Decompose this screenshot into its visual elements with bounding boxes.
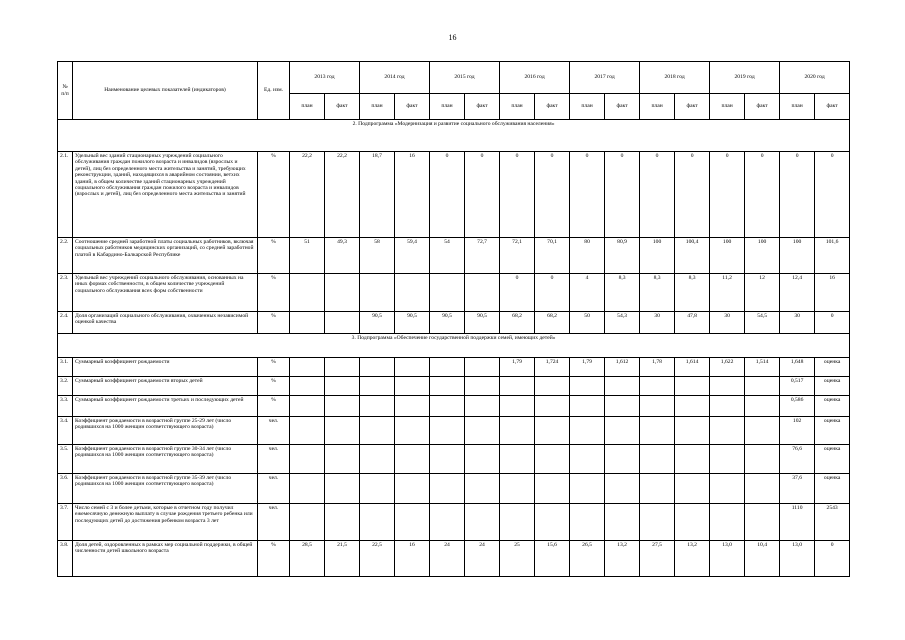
row-number: 3.6.	[58, 474, 73, 504]
value-cell	[675, 417, 710, 445]
value-cell	[605, 396, 640, 417]
value-cell	[465, 358, 500, 377]
table-row	[58, 152, 850, 238]
value-cell	[395, 377, 430, 396]
value-cell	[360, 377, 395, 396]
header-year: 2020 год	[780, 62, 850, 94]
value-cell: 22,2	[325, 152, 360, 238]
value-cell	[465, 504, 500, 541]
row-number: 2.2.	[58, 238, 73, 274]
value-cell: 24	[465, 541, 500, 577]
value-cell: 0	[815, 152, 850, 238]
value-cell: 102	[780, 417, 815, 445]
row-number: 2.1.	[58, 152, 73, 238]
value-cell: 24	[430, 541, 465, 577]
value-cell	[395, 417, 430, 445]
value-cell	[360, 504, 395, 541]
value-cell: 90,5	[465, 312, 500, 334]
value-cell: 100	[780, 238, 815, 274]
value-cell	[325, 474, 360, 504]
value-cell: 80,9	[605, 238, 640, 274]
value-cell: 90,5	[395, 312, 430, 334]
value-cell: 0	[745, 152, 780, 238]
value-cell	[745, 396, 780, 417]
indicator-name: Коэффициент рождаемости в возрастной группе 25-29 лет (число родившихся на 1000 женщин соответствующего возраста)	[73, 417, 258, 445]
indicator-name: Число семей с 3 и более детьми, которые в отчетном году получил ежемесячную денежную выплату в случае рождения третьего ребенка или последующих детей до достижения ребенком возраста 3 лет	[73, 504, 258, 541]
indicators-table	[57, 61, 850, 577]
unit-cell: чел.	[258, 504, 290, 541]
value-cell: 26,5	[570, 541, 605, 577]
value-cell: оценка	[815, 417, 850, 445]
header-fact: факт	[745, 94, 780, 120]
value-cell: 0	[605, 152, 640, 238]
value-cell: 13,0	[710, 541, 745, 577]
table-row	[58, 504, 850, 541]
row-number: 2.3.	[58, 274, 73, 312]
section-row	[58, 334, 850, 358]
value-cell	[430, 377, 465, 396]
value-cell: 1,78	[640, 358, 675, 377]
value-cell	[325, 396, 360, 417]
value-cell	[570, 504, 605, 541]
row-number: 3.5.	[58, 445, 73, 474]
table-row	[58, 377, 850, 396]
value-cell	[325, 504, 360, 541]
value-cell	[465, 417, 500, 445]
value-cell: оценка	[815, 358, 850, 377]
value-cell	[430, 396, 465, 417]
value-cell: 12	[745, 274, 780, 312]
value-cell	[395, 445, 430, 474]
value-cell: 0	[780, 152, 815, 238]
value-cell	[640, 377, 675, 396]
unit-cell: %	[258, 312, 290, 334]
value-cell	[430, 445, 465, 474]
table-row	[58, 541, 850, 577]
value-cell	[640, 474, 675, 504]
value-cell	[570, 377, 605, 396]
header-plan: план	[430, 94, 465, 120]
value-cell	[290, 396, 325, 417]
unit-cell: %	[258, 358, 290, 377]
header-year: 2014 год	[360, 62, 430, 94]
value-cell: 21,5	[325, 541, 360, 577]
unit-cell: чел.	[258, 445, 290, 474]
value-cell: 54,5	[745, 312, 780, 334]
header-fact: факт	[605, 94, 640, 120]
value-cell: 90,5	[430, 312, 465, 334]
value-cell: 1,79	[500, 358, 535, 377]
header-year: 2015 год	[430, 62, 500, 94]
value-cell	[290, 274, 325, 312]
value-cell: 100	[640, 238, 675, 274]
header-plan: план	[710, 94, 745, 120]
value-cell	[570, 396, 605, 417]
value-cell: 18,7	[360, 152, 395, 238]
value-cell: 70,1	[535, 238, 570, 274]
indicator-name: Коэффициент рождаемости в возрастной группе 35-39 лет (число родившихся на 1000 женщин соответствующего возраста)	[73, 474, 258, 504]
value-cell: 1,648	[780, 358, 815, 377]
value-cell: 0	[465, 152, 500, 238]
value-cell	[325, 358, 360, 377]
indicator-name: Соотношение средней заработной платы социальных работников, включая социальных работников медицинских организаций, со средней заработной платой в Кабардино-Балкарской Республике	[73, 238, 258, 274]
header-name: Наименование целевых показателей (индикаторов)	[73, 62, 258, 120]
value-cell	[360, 274, 395, 312]
value-cell: 10,4	[745, 541, 780, 577]
table-row	[58, 312, 850, 334]
value-cell	[500, 377, 535, 396]
value-cell: 28,5	[290, 541, 325, 577]
value-cell	[500, 504, 535, 541]
value-cell: оценка	[815, 396, 850, 417]
unit-cell: %	[258, 152, 290, 238]
header-fact: факт	[535, 94, 570, 120]
indicator-name: Суммарный коэффициент рождаемости третьих и последующих детей	[73, 396, 258, 417]
header-plan: план	[360, 94, 395, 120]
value-cell	[570, 445, 605, 474]
value-cell: 68,2	[500, 312, 535, 334]
value-cell: 13,0	[780, 541, 815, 577]
value-cell	[710, 445, 745, 474]
value-cell	[430, 474, 465, 504]
value-cell	[360, 474, 395, 504]
value-cell	[535, 445, 570, 474]
unit-cell: %	[258, 377, 290, 396]
value-cell: 0,517	[780, 377, 815, 396]
header-year: 2013 год	[290, 62, 360, 94]
table-row	[58, 417, 850, 445]
value-cell: 90,5	[360, 312, 395, 334]
value-cell	[745, 504, 780, 541]
section-title: 2. Подпрограмма «Модернизация и развитие социального обслуживания населения»	[58, 120, 850, 152]
value-cell	[500, 417, 535, 445]
header-fact: факт	[815, 94, 850, 120]
value-cell	[710, 474, 745, 504]
unit-cell: %	[258, 396, 290, 417]
table-row	[58, 238, 850, 274]
value-cell: 72,1	[500, 238, 535, 274]
row-number: 3.3.	[58, 396, 73, 417]
value-cell: 49,3	[325, 238, 360, 274]
value-cell	[430, 504, 465, 541]
table-row	[58, 274, 850, 312]
value-cell	[535, 417, 570, 445]
value-cell	[360, 396, 395, 417]
value-cell: 76,6	[780, 445, 815, 474]
value-cell: 8,3	[640, 274, 675, 312]
value-cell: 0	[570, 152, 605, 238]
value-cell: 1,724	[535, 358, 570, 377]
value-cell	[325, 417, 360, 445]
value-cell: 22,5	[360, 541, 395, 577]
value-cell: 0	[430, 152, 465, 238]
value-cell: 15,6	[535, 541, 570, 577]
value-cell	[710, 396, 745, 417]
value-cell	[290, 504, 325, 541]
value-cell	[395, 504, 430, 541]
header-fact: факт	[395, 94, 430, 120]
value-cell	[290, 417, 325, 445]
value-cell	[290, 358, 325, 377]
value-cell	[290, 445, 325, 474]
value-cell	[605, 474, 640, 504]
row-number: 3.1.	[58, 358, 73, 377]
value-cell	[675, 377, 710, 396]
value-cell	[675, 474, 710, 504]
value-cell: 30	[780, 312, 815, 334]
value-cell: 0	[815, 541, 850, 577]
header-plan: план	[570, 94, 605, 120]
value-cell: 16	[815, 274, 850, 312]
unit-cell: чел.	[258, 417, 290, 445]
value-cell: 0	[815, 312, 850, 334]
section-title: 3. Подпрограмма «Обеспечение государственной поддержки семей, имеющих детей»	[58, 334, 850, 358]
value-cell: 0	[500, 274, 535, 312]
value-cell: 80	[570, 238, 605, 274]
row-number: 3.8.	[58, 541, 73, 577]
value-cell	[640, 396, 675, 417]
value-cell: 0	[710, 152, 745, 238]
value-cell: 0	[535, 274, 570, 312]
value-cell: 2543	[815, 504, 850, 541]
value-cell	[535, 504, 570, 541]
value-cell: 72,7	[465, 238, 500, 274]
table-row	[58, 445, 850, 474]
header-plan: план	[290, 94, 325, 120]
value-cell	[605, 445, 640, 474]
indicator-name: Суммарный коэффициент рождаемости вторых детей	[73, 377, 258, 396]
value-cell: 1,514	[745, 358, 780, 377]
value-cell	[395, 396, 430, 417]
value-cell	[360, 358, 395, 377]
value-cell	[640, 417, 675, 445]
header-plan: план	[640, 94, 675, 120]
value-cell: 37,6	[780, 474, 815, 504]
value-cell	[570, 474, 605, 504]
value-cell: 54	[430, 238, 465, 274]
value-cell: 1,614	[675, 358, 710, 377]
value-cell: 16	[395, 152, 430, 238]
value-cell: 100	[710, 238, 745, 274]
value-cell: оценка	[815, 445, 850, 474]
value-cell	[745, 377, 780, 396]
value-cell: 25	[500, 541, 535, 577]
value-cell: 1110	[780, 504, 815, 541]
value-cell	[675, 396, 710, 417]
value-cell	[500, 445, 535, 474]
value-cell: 0	[675, 152, 710, 238]
value-cell: 30	[640, 312, 675, 334]
value-cell	[465, 396, 500, 417]
value-cell	[395, 274, 430, 312]
indicator-name: Доля организаций социального обслуживания, охваченных независимой оценкой качества	[73, 312, 258, 334]
value-cell: 59,4	[395, 238, 430, 274]
value-cell: 100,4	[675, 238, 710, 274]
row-number: 2.4.	[58, 312, 73, 334]
header-fact: факт	[465, 94, 500, 120]
header-year: 2018 год	[640, 62, 710, 94]
value-cell: 30	[710, 312, 745, 334]
header-fact: факт	[675, 94, 710, 120]
value-cell: 50	[570, 312, 605, 334]
value-cell	[465, 274, 500, 312]
value-cell	[465, 377, 500, 396]
value-cell: 1,622	[710, 358, 745, 377]
value-cell	[675, 504, 710, 541]
unit-cell: %	[258, 541, 290, 577]
header-num: № п/п	[58, 62, 73, 120]
row-number: 3.7.	[58, 504, 73, 541]
value-cell	[745, 474, 780, 504]
value-cell	[745, 445, 780, 474]
value-cell	[500, 396, 535, 417]
value-cell	[640, 504, 675, 541]
value-cell	[465, 445, 500, 474]
value-cell: 1,612	[605, 358, 640, 377]
indicator-name: Коэффициент рождаемости в возрастной группе 30-34 лет (число родившихся на 1000 женщин соответствующего возраста)	[73, 445, 258, 474]
value-cell	[325, 274, 360, 312]
value-cell	[325, 377, 360, 396]
value-cell: 51	[290, 238, 325, 274]
indicator-name: Удельный вес учреждений социального обслуживания, основанных на иных формах собственности, в общем количестве учреждений социального обслуживания всех форм собственности	[73, 274, 258, 312]
value-cell	[430, 358, 465, 377]
value-cell: 11,2	[710, 274, 745, 312]
table-row	[58, 358, 850, 377]
value-cell	[430, 274, 465, 312]
unit-cell: чел.	[258, 474, 290, 504]
value-cell: 54,3	[605, 312, 640, 334]
value-cell: 68,2	[535, 312, 570, 334]
page-number: 16	[448, 33, 457, 42]
value-cell: 101,6	[815, 238, 850, 274]
header-year: 2016 год	[500, 62, 570, 94]
value-cell	[360, 445, 395, 474]
value-cell	[290, 377, 325, 396]
header-plan: план	[500, 94, 535, 120]
unit-cell: %	[258, 238, 290, 274]
value-cell: 13,2	[675, 541, 710, 577]
value-cell	[640, 445, 675, 474]
value-cell	[290, 312, 325, 334]
row-number: 3.2.	[58, 377, 73, 396]
table-body	[58, 120, 850, 577]
header-fact: факт	[325, 94, 360, 120]
value-cell	[395, 358, 430, 377]
indicator-name: Суммарный коэффициент рождаемости	[73, 358, 258, 377]
value-cell: 16	[395, 541, 430, 577]
value-cell: 13,2	[605, 541, 640, 577]
value-cell	[710, 504, 745, 541]
value-cell	[465, 474, 500, 504]
indicator-name: Удельный вес зданий стационарных учреждений социального обслуживания граждан пожилого возраста и инвалидов (взрослых и детей), лиц без определенного места жительства и занятий, требующих реконструкции, зданий, находящихся в аварийном состоянии, ветхих зданий, в общем количестве зданий стационарных учреждений социального обслуживания граждан пожилого возраста и инвалидов (взрослых и детей), лиц без определенного места жительства и занятий	[73, 152, 258, 238]
value-cell	[710, 417, 745, 445]
value-cell	[500, 474, 535, 504]
value-cell: 27,5	[640, 541, 675, 577]
value-cell	[710, 377, 745, 396]
value-cell	[745, 417, 780, 445]
value-cell	[535, 474, 570, 504]
value-cell: 8,3	[605, 274, 640, 312]
value-cell	[325, 445, 360, 474]
value-cell	[290, 474, 325, 504]
value-cell: 58	[360, 238, 395, 274]
header-unit: Ед. изм.	[258, 62, 290, 120]
value-cell	[605, 377, 640, 396]
table-row	[58, 396, 850, 417]
table-row	[58, 474, 850, 504]
header-year: 2017 год	[570, 62, 640, 94]
value-cell	[395, 474, 430, 504]
value-cell	[430, 417, 465, 445]
value-cell	[675, 445, 710, 474]
header-plan: план	[780, 94, 815, 120]
indicator-name: Доля детей, оздоровленных в рамках мер социальной поддержки, в общей численности детей школьного возраста	[73, 541, 258, 577]
value-cell	[360, 417, 395, 445]
header-year: 2019 год	[710, 62, 780, 94]
section-row	[58, 120, 850, 152]
value-cell: 100	[745, 238, 780, 274]
value-cell: 0	[535, 152, 570, 238]
value-cell	[535, 377, 570, 396]
table-header	[58, 62, 850, 120]
value-cell: 1,79	[570, 358, 605, 377]
value-cell: 0	[500, 152, 535, 238]
unit-cell: %	[258, 274, 290, 312]
value-cell: 0,586	[780, 396, 815, 417]
value-cell	[605, 417, 640, 445]
value-cell: оценка	[815, 474, 850, 504]
value-cell: 22,2	[290, 152, 325, 238]
value-cell	[535, 396, 570, 417]
value-cell: 8,3	[675, 274, 710, 312]
value-cell: оценка	[815, 377, 850, 396]
value-cell	[570, 417, 605, 445]
value-cell: 4	[570, 274, 605, 312]
value-cell: 12,4	[780, 274, 815, 312]
value-cell: 0	[640, 152, 675, 238]
value-cell: 47,8	[675, 312, 710, 334]
value-cell	[605, 504, 640, 541]
row-number: 3.4.	[58, 417, 73, 445]
value-cell	[325, 312, 360, 334]
